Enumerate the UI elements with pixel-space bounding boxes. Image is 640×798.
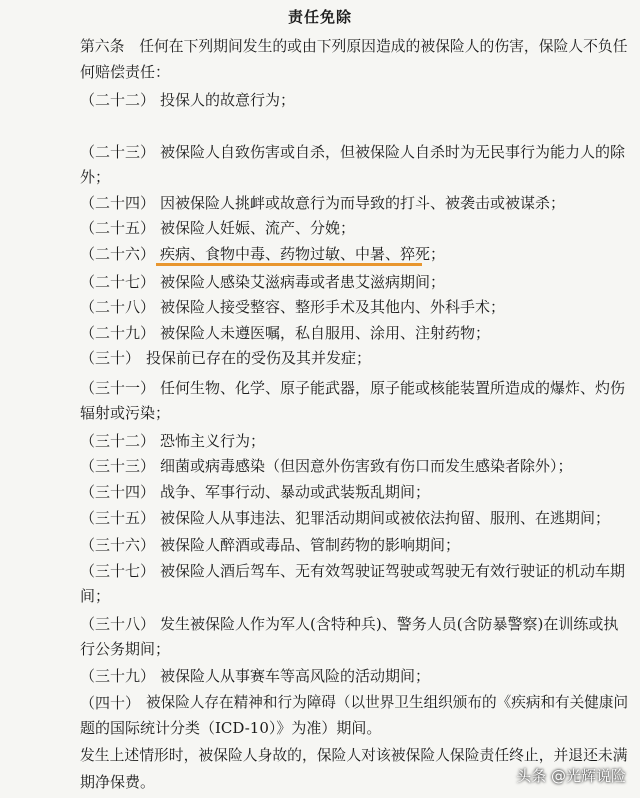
- clause-text: 被保险人从事赛车等高风险的活动期间；: [160, 667, 431, 685]
- clause-text: 战争、军事行动、暴动或武装叛乱期间；: [160, 483, 431, 501]
- clause-text: 被保险人醉酒或毒品、管制药物的影响期间；: [160, 536, 461, 554]
- clause-text: 发生被保险人作为军人(含特种兵)、警务人员(含防暴警察)在训练或执: [160, 615, 619, 633]
- clause-number: （三十七）: [80, 562, 156, 580]
- clause-number: （三十二）: [80, 432, 156, 450]
- clause-text-highlighted: 疾病、食物中毒、药物过敏、中暑、猝死；: [160, 245, 446, 263]
- clause-item: [80, 297, 155, 317]
- clause-continuation: 辐射或污染；: [80, 404, 171, 422]
- clause-item: [80, 323, 155, 343]
- clause-item: [80, 142, 155, 162]
- clause-item: [80, 90, 155, 110]
- clause-text: 被保险人妊娠、流产、分娩；: [160, 219, 356, 237]
- clause-text: 被保险人未遵医嘱，私自服用、涂用、注射药物；: [160, 324, 491, 342]
- clause-number: （三十五）: [80, 509, 156, 527]
- clause-continuation: 题的国际统计分类（ICD-10）》为准）期间。: [80, 719, 382, 737]
- clause-item: [80, 193, 155, 213]
- clause-item: [80, 431, 155, 451]
- clause-text: 投保前已存在的受伤及其并发症；: [146, 349, 372, 367]
- clause-number: （二十七）: [80, 273, 156, 291]
- clause-number: （三十三）: [80, 457, 156, 475]
- clause-number: （二十六）: [80, 245, 156, 263]
- clause-number: （二十三）: [80, 143, 156, 161]
- outro-line-1: 发生上述情形时，被保险人身故的，保险人对该被保险人保险责任终止，并退还未满: [80, 747, 628, 764]
- clause-number: （二十九）: [80, 324, 156, 342]
- clause-text: 被保险人存在精神和行为障碍（以世界卫生组织颁布的《疾病和有关健康问: [146, 694, 629, 711]
- outro-line-2: 期净保费。: [80, 773, 156, 791]
- clause-item: [80, 482, 155, 502]
- clause-text: 被保险人从事违法、犯罪活动期间或被依法拘留、服刑、在逃期间；: [160, 509, 611, 527]
- clause-item: [80, 535, 155, 555]
- intro-line-1: 第六条 任何在下列期间发生的或由下列原因造成的被保险人的伤害，保险人不负任: [80, 38, 628, 55]
- clause-item: [80, 561, 155, 581]
- clause-text: 任何生物、化学、原子能武器，原子能或核能装置所造成的爆炸、灼伤: [160, 379, 626, 397]
- clause-number: （二十二）: [80, 91, 156, 109]
- clause-text: 被保险人感染艾滋病毒或者患艾滋病期间；: [160, 273, 446, 291]
- clause-number: （二十四）: [80, 194, 156, 212]
- clause-text: 被保险人接受整容、整形手术及其他内、外科手术；: [160, 298, 506, 316]
- clause-item: [80, 614, 155, 634]
- clause-number: （三十四）: [80, 483, 156, 501]
- clause-number: （二十五）: [80, 219, 156, 237]
- clause-text: 恐怖主义行为；: [160, 432, 266, 450]
- clause-number: （三十）: [80, 349, 141, 367]
- clause-text: 投保人的故意行为；: [160, 91, 296, 109]
- clause-item: [80, 508, 155, 528]
- clause-item: [80, 218, 155, 238]
- watermark: 头条 @光辉说险: [516, 767, 626, 785]
- clause-number: （三十六）: [80, 536, 156, 554]
- clause-number: （三十一）: [80, 379, 156, 397]
- clause-item: [80, 456, 155, 476]
- clause-item: [80, 348, 140, 368]
- clause-text: 被保险人酒后驾车、无有效驾驶证驾驶或驾驶无有效行驶证的机动车期: [160, 562, 626, 580]
- clause-item: [80, 272, 155, 292]
- clause-text: 被保险人自致伤害或自杀，但被保险人自杀时为无民事行为能力人的除: [160, 143, 626, 161]
- clause-item: [80, 244, 155, 264]
- clause-number: （三十九）: [80, 667, 156, 685]
- intro-line-2: 何赔偿责任：: [80, 63, 171, 81]
- clause-item: [80, 693, 140, 713]
- document-title: 责任免除: [287, 8, 352, 26]
- clause-number: （三十八）: [80, 615, 156, 633]
- clause-item: [80, 666, 155, 686]
- clause-text: 细菌或病毒感染（但因意外伤害致有伤口而发生感染者除外）；: [160, 457, 573, 475]
- clause-continuation: 行公务期间；: [80, 640, 171, 658]
- clause-continuation: 外；: [80, 168, 111, 186]
- clause-number: （四十）: [80, 694, 141, 712]
- highlight-underline: [156, 263, 422, 266]
- clause-item: [80, 378, 155, 398]
- clause-text: 因被保险人挑衅或故意行为而导致的打斗、被袭击或被谋杀；: [160, 194, 566, 212]
- clause-continuation: 间；: [80, 587, 111, 605]
- clause-number: （二十八）: [80, 298, 156, 316]
